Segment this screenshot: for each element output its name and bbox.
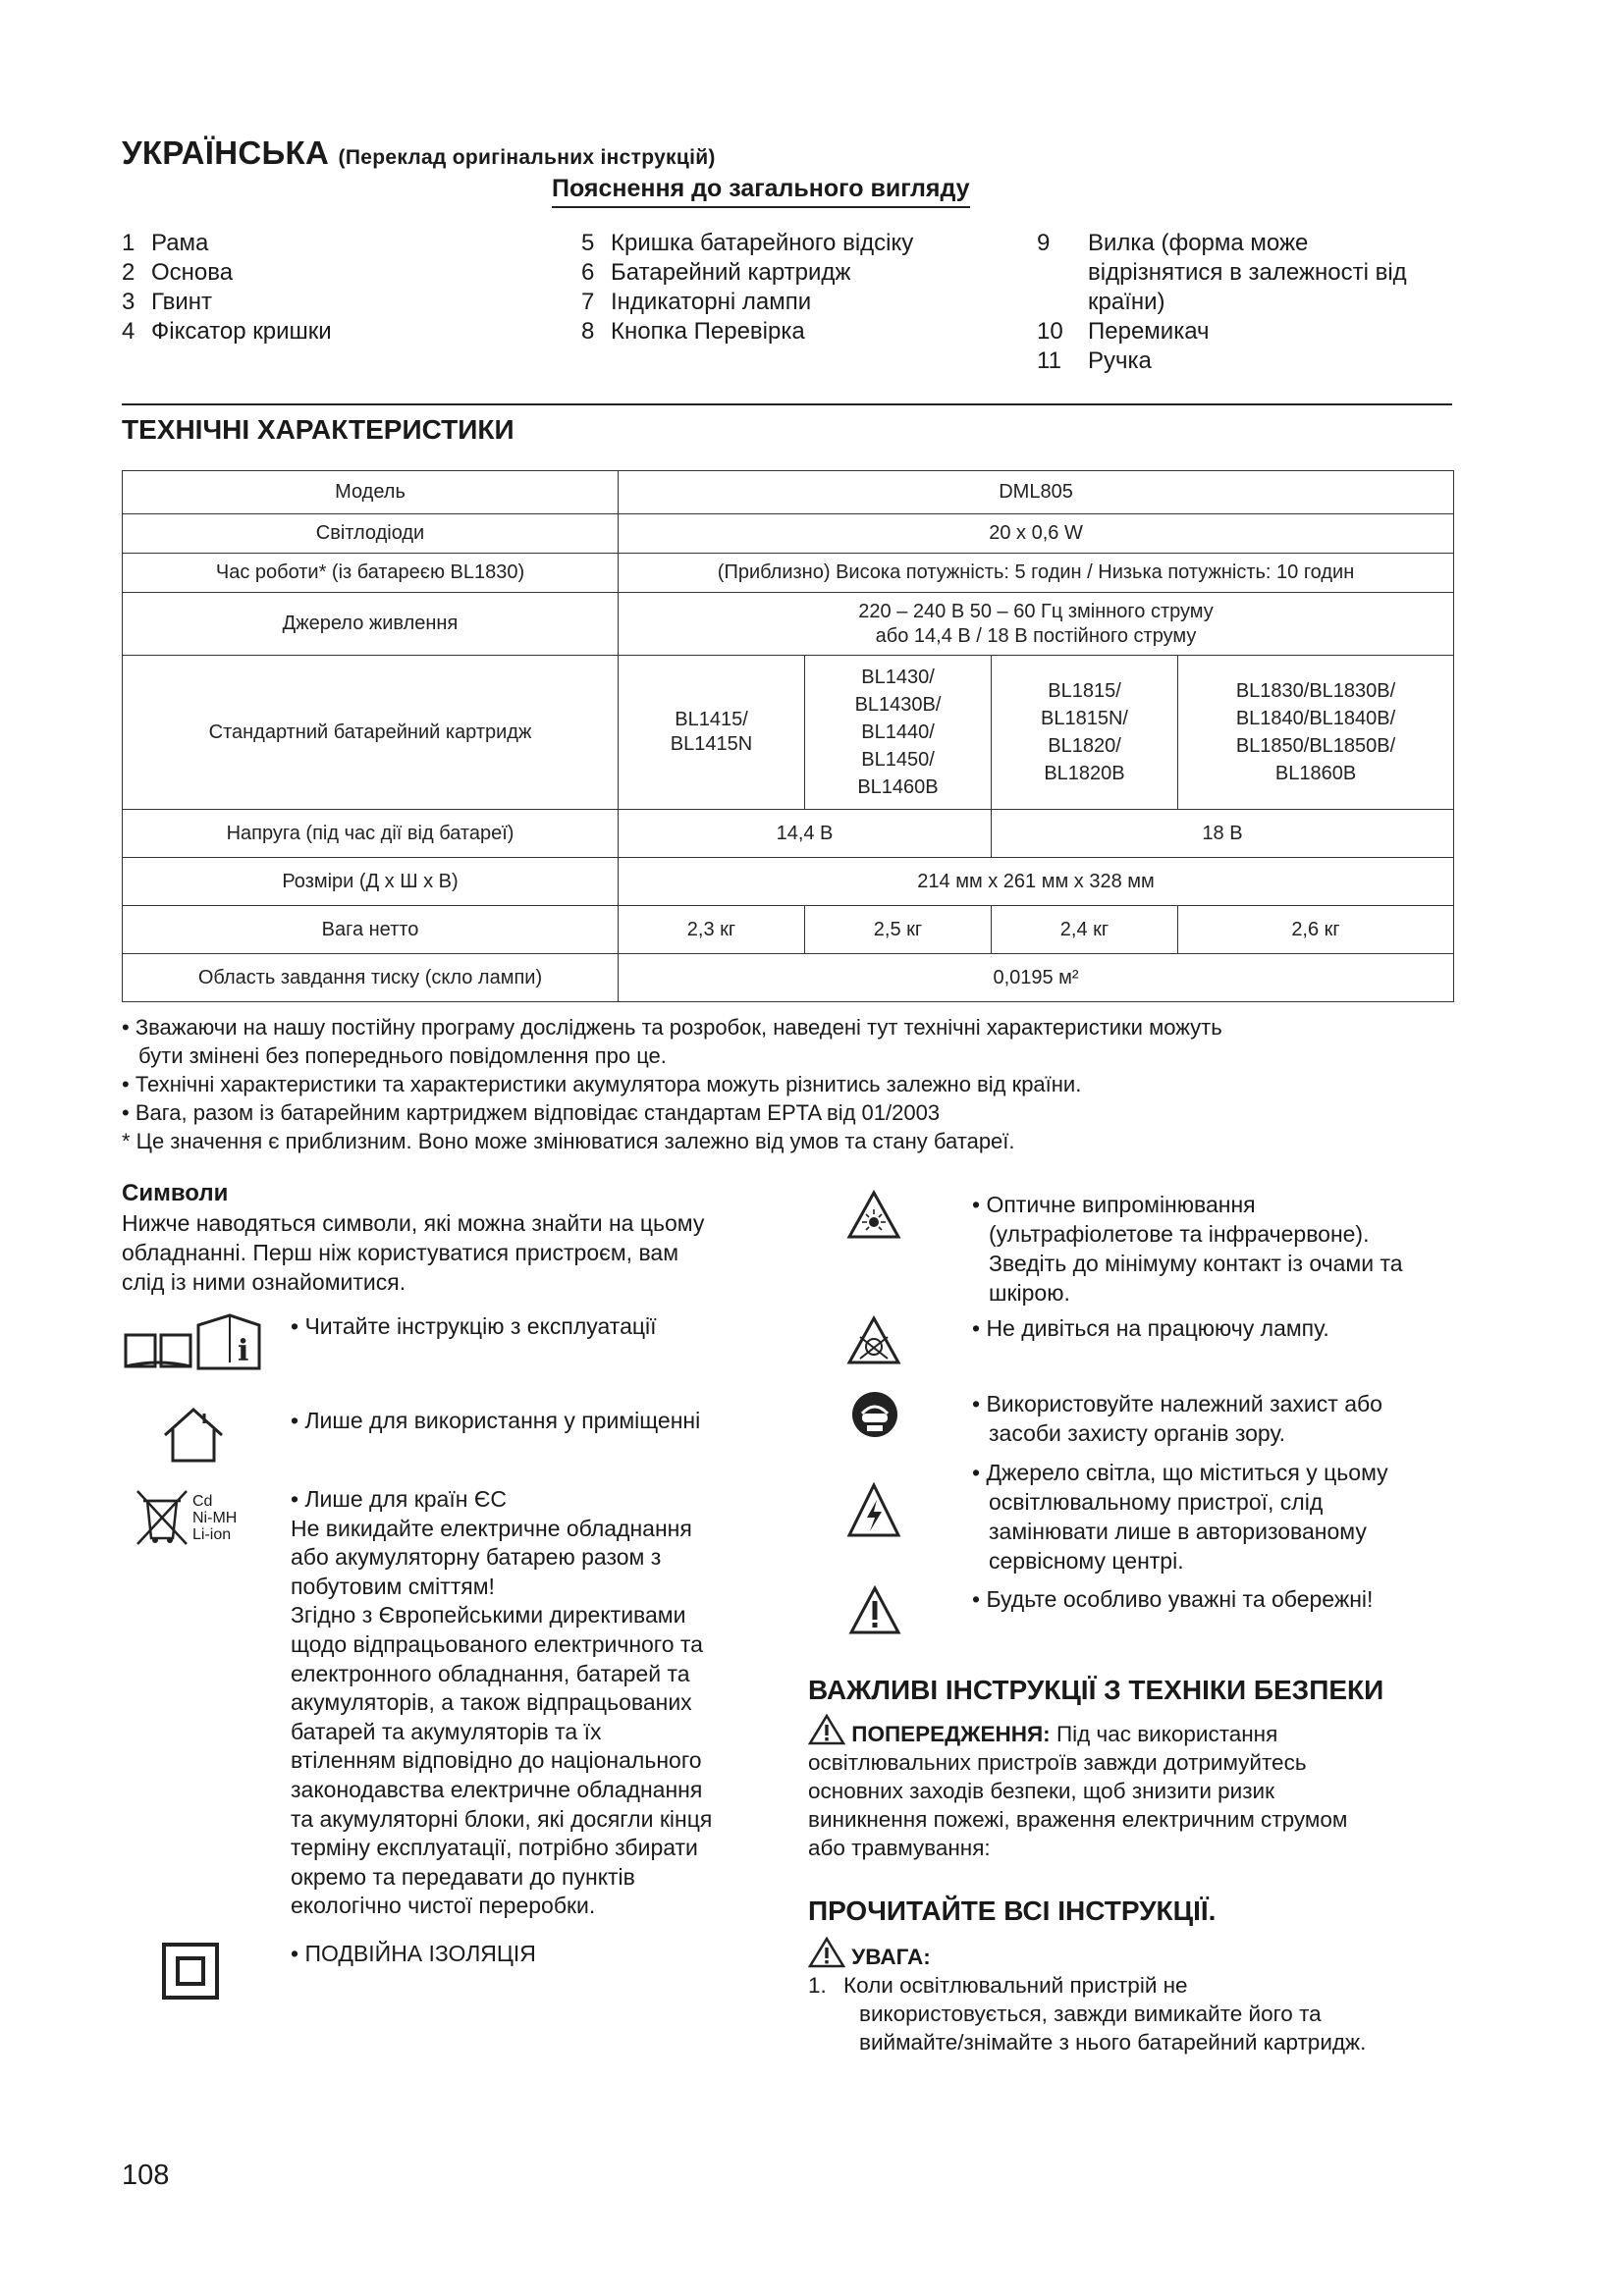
- language-subtitle: (Переклад оригінальних інструкцій): [338, 146, 716, 169]
- specs-table: [122, 470, 1454, 1002]
- table-row: Світлодіоди 20 x 0,6 W: [123, 514, 1454, 554]
- warning-triangle-icon: [808, 1937, 845, 1968]
- language-heading: [122, 134, 716, 172]
- parts-col-1: [122, 229, 332, 347]
- note: • Зважаючи на нашу постійну програму досліджень та розробок, наведені тут технічні характеристики можуть бути змінені без попереднього повідомлення про це.: [122, 1015, 1222, 1068]
- warning-triangle-icon: [808, 1714, 845, 1745]
- safety-title: ВАЖЛИВІ ІНСТРУКЦІЇ З ТЕХНІКИ БЕЗПЕКИ: [808, 1675, 1384, 1705]
- language-title: УКРАЇНСЬКА: [122, 134, 330, 171]
- list-item: 8 Кнопка Перевірка: [581, 318, 805, 345]
- list-item: 5 Кришка батарейного відсіку: [581, 230, 914, 256]
- no-stare-lamp-icon: [846, 1315, 901, 1366]
- double-insulation-icon: [161, 1942, 220, 2001]
- optical-radiation-text: • Оптичне випромінювання (ультрафіолетове та інфрачервоне). Зведіть до мінімуму контакт із очами та шкірою.: [972, 1192, 1403, 1306]
- note: • Технічні характеристики та характеристики акумулятора можуть різнитись залежно від країни.: [122, 1072, 1082, 1096]
- list-item: 11 Ручка: [1037, 347, 1152, 374]
- caution-icon: [848, 1585, 901, 1636]
- list-item: 9 Вилка (форма може: [1037, 230, 1309, 256]
- table-row: Вага нетто 2,3 кг 2,5 кг 2,4 кг 2,6 кг: [123, 906, 1454, 954]
- overview-title: Пояснення до загального вигляду: [552, 175, 970, 208]
- specs-title: ТЕХНІЧНІ ХАРАКТЕРИСТИКИ: [122, 414, 514, 445]
- no-stare-text: • Не дивіться на працюючу лампу.: [972, 1315, 1329, 1341]
- symbols-title: Символи: [122, 1180, 229, 1206]
- table-row: Напруга (під час дії від батареї) 14,4 В 18 В: [123, 810, 1454, 858]
- page-number: 108: [122, 2160, 170, 2191]
- caution-label: УВАГА:: [851, 1945, 931, 1969]
- list-item: 7 Індикаторні лампи: [581, 289, 812, 315]
- indoor-house-icon: [159, 1406, 228, 1465]
- list-item: 2 Основа: [122, 259, 234, 286]
- symbols-section: Символи Нижче наводяться символи, які можна знайти на цьому обладнанні. Перш ніж користуватися пристроєм, вам слід із ними ознайомитися.: [122, 1179, 789, 1297]
- spec-notes: [122, 1013, 1467, 1155]
- svg-text:i: i: [238, 1334, 249, 1368]
- eye-protection-icon: [850, 1390, 899, 1439]
- light-source-text: • Джерело світла, що міститься у цьому освітлювальному пристрої, слід замінювати лише в авторизованому сервісному центрі.: [972, 1460, 1388, 1574]
- list-item: 1 Рама: [122, 230, 209, 256]
- table-row: Джерело живлення 220 – 240 В 50 – 60 Гц змінного струму або 14,4 В / 18 В постійного струму: [123, 593, 1454, 656]
- eu-disposal-text: • Лише для країн ЄС Не викидайте електричне обладнання або акумуляторну батарею разом з побутовим сміттям! Згідно з Європейськими директивами щодо відпрацьованого електричного та електронного обладнання, батарей та акумуляторів, а також відпрацьованих батарей та акумуляторів та їх втіленням відповідно до національного законодавства електричне обладнання та акумуляторні блоки, які досягли кінця терміну експлуатації, потрібно збирати окремо та передавати до пунктів екологічно чистої переробки.: [291, 1486, 713, 1919]
- parts-col-3: 9 Вилка (форма може відрізнятися в залежності від країни) 10 Перемикач 11 Ручка: [1037, 230, 1407, 374]
- optical-radiation-icon: [846, 1190, 901, 1241]
- warning-label: ПОПЕРЕДЖЕННЯ:: [851, 1722, 1051, 1746]
- read-manual-text: • Читайте інструкцію з експлуатації: [291, 1313, 657, 1339]
- table-row: Стандартний батарейний картридж BL1415/ BL1415N BL1430/ BL1430B/ BL1440/ BL1450/ BL1460B BL1815/ BL1815N/ BL1820/ BL1820B BL1830/BL1830B/ BL1840/BL1840B/ BL1850/BL1850B/ BL1860B: [123, 656, 1454, 810]
- warning-block: ПОПЕРЕДЖЕННЯ: Під час використання освітлювальних пристроїв завжди дотримуйтесь основних заходів безпеки, щоб знизити ризик виникнення пожежі, враження електричним струмом або травмування:: [808, 1714, 1464, 1862]
- table-row: Модель DML805: [123, 471, 1454, 514]
- divider: [122, 403, 1452, 405]
- caution-text: • Будьте особливо уважні та обережні!: [972, 1586, 1374, 1612]
- list-item: 3 Гвинт: [122, 289, 213, 315]
- table-row: Розміри (Д x Ш x В) 214 мм x 261 мм x 328 мм: [123, 858, 1454, 906]
- list-item: 1. Коли освітлювальний пристрій не: [808, 1973, 1188, 1998]
- list-item: 10 Перемикач: [1037, 318, 1210, 345]
- table-row: Область завдання тиску (скло лампи) 0,0195 м²: [123, 954, 1454, 1002]
- read-all-title: ПРОЧИТАЙТЕ ВСІ ІНСТРУКЦІЇ.: [808, 1896, 1217, 1926]
- parts-col-2: [581, 229, 913, 347]
- double-insulation-text: • ПОДВІЙНА ІЗОЛЯЦІЯ: [291, 1941, 536, 1966]
- crossed-bin-icon: [134, 1487, 192, 1546]
- eye-protection-text: • Використовуйте належний захист або засоби захисту органів зору.: [972, 1391, 1382, 1446]
- note: * Це значення є приблизним. Воно може змінюватися залежно від умов та стану батареї.: [122, 1129, 1015, 1153]
- read-manual-icon: [122, 1313, 264, 1378]
- indoor-only-text: • Лише для використання у приміщенні: [291, 1408, 701, 1433]
- battery-chem-labels: Cd Ni-MH Li-ion: [192, 1493, 238, 1543]
- note: • Вага, разом із батарейним картриджем відповідає стандартам EPTA від 01/2003: [122, 1100, 941, 1125]
- caution-block: УВАГА: 1. Коли освітлювальний пристрій не використовується, завжди вимикайте його та виймайте/знімайте з нього батарейний картридж.: [808, 1937, 1366, 2056]
- replace-light-source-icon: [846, 1482, 901, 1539]
- list-item: 6 Батарейний картридж: [581, 259, 851, 286]
- table-row: Час роботи* (із батареєю BL1830) (Приблизно) Висока потужність: 5 годин / Низька потужність: 10 годин: [123, 554, 1454, 593]
- list-item: 4 Фіксатор кришки: [122, 318, 332, 345]
